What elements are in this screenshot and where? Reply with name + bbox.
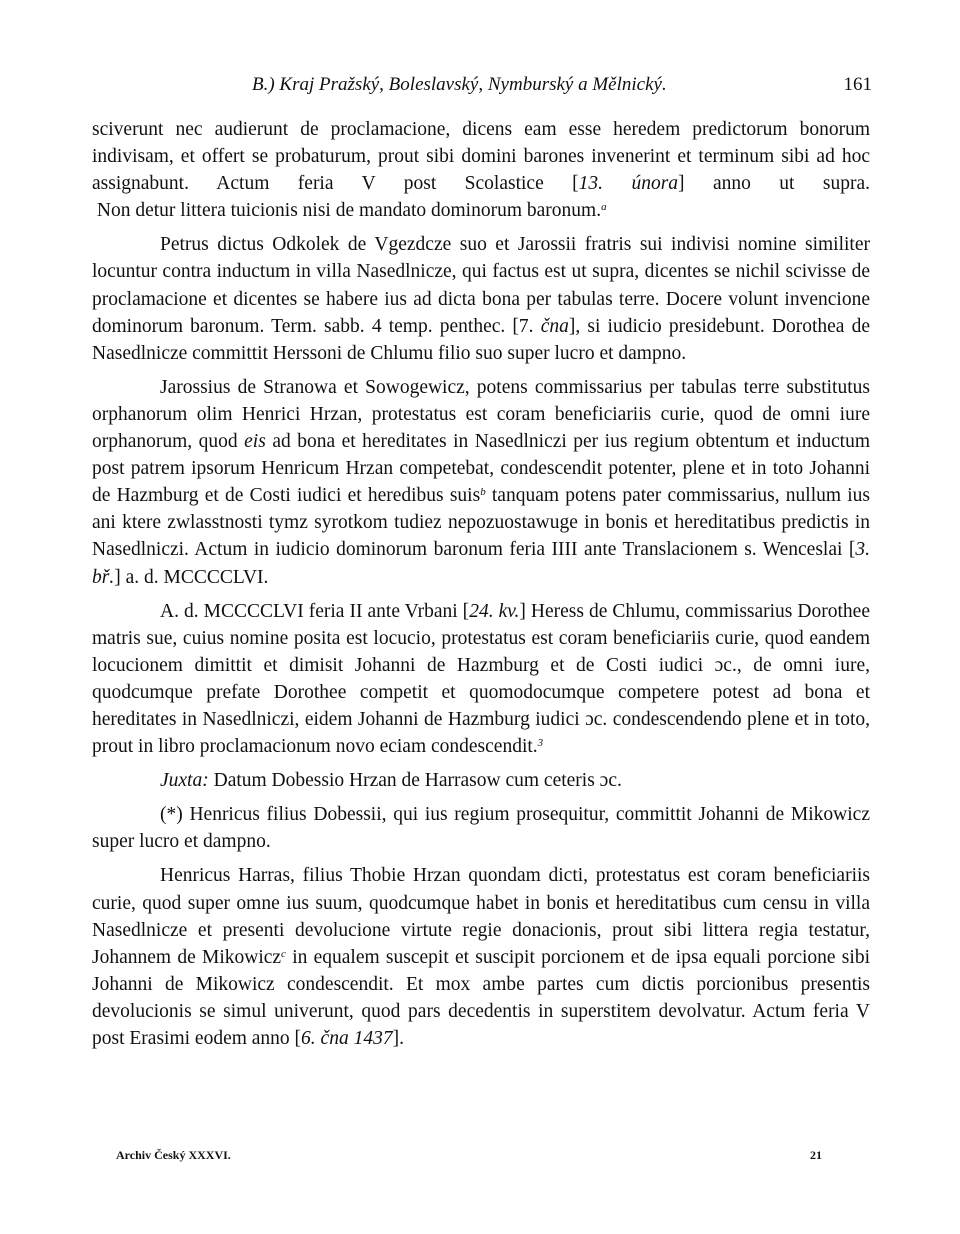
paragraph-6 bbox=[92, 801, 870, 855]
text-run: ] anno ut supra. bbox=[678, 173, 870, 195]
text-run: (*) Henricus filius Dobessii, qui ius regium prosequitur, committit Johanni de Mikowicz super lucro et dampno. bbox=[92, 804, 870, 853]
text-run: Datum Dobessio Hrzan de Harrasow cum ceteris ɔc. bbox=[208, 770, 622, 792]
footnote-mark: a bbox=[601, 201, 607, 214]
text-run: ]. bbox=[392, 1028, 404, 1049]
date-note: 24. kv. bbox=[469, 600, 520, 622]
paragraph-4 bbox=[92, 598, 870, 761]
text-run: in equalem suscepit et suscipit porcionem et de ipsa equali porcione sibi Johanni de Mikowicz condescendit. Et mox ambe partes cum dictis porcionibus presentis devolucionis se simul univerunt, quod pars decedentis in superstitem devolvatur. Actum feria V post Erasimi eodem anno [ bbox=[92, 946, 870, 1049]
text-run: ] Heress de Chlumu, commissarius Dorothee matris sue, cuius nomine posita est locucio, protestatus est coram beneficiariis curie, quod eandem locucionem dimittit et dimisit Johanni de Hazmburg et de Costi iudici ɔc., de omni iure, quodcumque prefate Dorothee competit et quomodocumque competere potest ad bona et hereditates in Nasedlniczi, eidem Johanni de Hazmburg iudici ɔc. condescendendo plene et in toto, prout in libro proclamacionum novo eciam condescendit. bbox=[92, 600, 870, 758]
text-run: tanquam potens pater commissarius, nullum ius ani ktere zwlasstnosti tymz syrotkom tudiez nepozuostawuge in bonis et hereditatibus predictis in Nasedlniczi. Actum in iudicio dominorum baronum feria IIII ante Translacionem s. Wenceslai [ bbox=[92, 485, 870, 561]
paragraph-1 bbox=[92, 116, 870, 224]
page-number: 161 bbox=[843, 74, 872, 95]
date-note: 3. bř. bbox=[92, 539, 870, 588]
text-run: Henricus Harras, filius Thobie Hrzan quondam dicti, protestatus est coram beneficiariis curie, quod super omne ius suum, quodcumque habet in bonis et hereditatibus cum censu in villa Nasedlnicze et presenti devolucione virtute regie donacionis, prout sibi littera regia testatur, Johannem de Mikowicz bbox=[92, 865, 870, 968]
footnote-mark: b bbox=[480, 486, 486, 499]
date-note: 6. čna 1437 bbox=[301, 1028, 393, 1049]
paragraph-3 bbox=[92, 374, 870, 591]
sheet-number: 21 bbox=[810, 1148, 822, 1162]
body-text bbox=[92, 116, 870, 1052]
text-run: Dorothea de Nasedlnicze committit Herssoni de Chlumu filio suo super lucro et dampno. bbox=[92, 315, 870, 364]
footnote-mark: c bbox=[281, 947, 286, 960]
running-header bbox=[92, 70, 872, 100]
text-run: Non detur littera tuicionis nisi de mandato dominorum baronum. bbox=[92, 200, 602, 222]
paragraph-2 bbox=[92, 231, 870, 366]
paragraph-7 bbox=[92, 862, 870, 1052]
date-note: čna bbox=[540, 315, 569, 337]
text-run: ] a. d. MCCCCLVI. bbox=[114, 566, 269, 588]
text-run: ad bona et hereditates in Nasedlniczi per ius regium obtentum et inductum post patrem ipsorum Henricum Hrzan competebat, condescendit potenter, plene et in toto Johanni de Hazmburg et de Costi iudici et heredibus suis bbox=[92, 431, 870, 507]
footnote-mark: 3 bbox=[537, 737, 544, 750]
text-run: sciverunt nec audierunt de proclamacione, dicens eam esse heredem predictorum bonorum indivisam, et offert se probaturum, prout sibi domini barones invenerint et terminum sibi ad hoc assignabunt. Actum feria V post Scolastice [ bbox=[92, 119, 870, 195]
header-title: B.) Kraj Pražský, Boleslavský, Nymburský a Mělnický. bbox=[252, 74, 667, 95]
page-footer bbox=[92, 1145, 822, 1165]
text-run: Jarossius de Stranowa et Sowogewicz, potens commissarius per tabulas terre substitutus orphanorum olim Henrici Hrzan, protestatus est coram beneficiariis curie, quod de omni iure orphanorum, quod bbox=[92, 376, 870, 453]
text-run: Petrus dictus Odkolek de Vgezdcze suo et Jarossii fratris sui indivisi nomine similiter locuntur contra inductum in villa Nasedlnicze, qui factus est ut supra, dicentes se nichil scivisse de proclamacione et dicentes se habere ius ad dicta bona per tabulas terre. Docere volunt invencione dominorum baronum. Term. sabb. 4 temp. penthec. [7. bbox=[92, 234, 870, 337]
text-run: A. d. MCCCCLVI feria II ante Vrbani [ bbox=[160, 600, 470, 622]
italic-word: eis bbox=[244, 431, 266, 453]
signature-mark: Archiv Český XXXVI. bbox=[116, 1148, 231, 1162]
paragraph-5 bbox=[92, 767, 870, 794]
date-note: 13. února bbox=[578, 173, 679, 195]
juxta-label: Juxta: bbox=[160, 770, 209, 792]
text-run: ], si iudicio presidebunt. bbox=[568, 315, 765, 337]
